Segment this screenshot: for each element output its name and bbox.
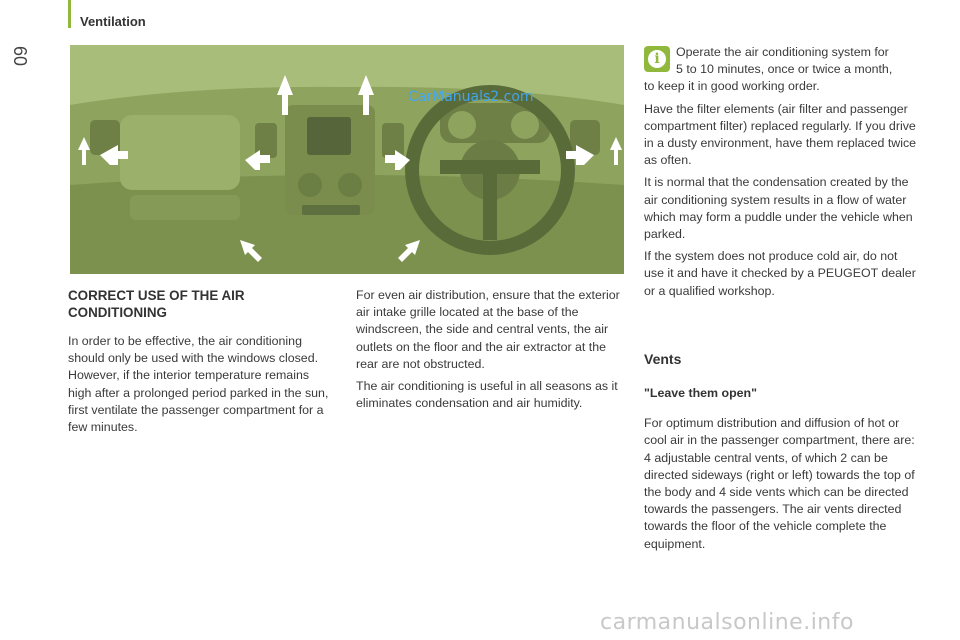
vents-heading: Vents <box>644 350 682 367</box>
vents-subheading: "Leave them open" <box>644 386 757 401</box>
ac-seasons-paragraph: The air conditioning is useful in all seasons as it eliminates condensation and air humidity. <box>356 379 618 411</box>
ac-use-heading-line2: CONDITIONING <box>68 305 167 320</box>
ac-use-paragraph: In order to be effective, the air conditioning should only be used with the windows closed. However, if the interior temperature remains high after a prolonged period parked in the sun, first ventilate the passenger compartment for a few minutes. <box>68 334 329 435</box>
info-icon: i <box>644 46 670 72</box>
dashboard-illustration <box>70 45 624 274</box>
right-column <box>644 44 918 558</box>
condensation-paragraph: It is normal that the condensation created by the air conditioning system results in a flow of water which may form a puddle under the vehicle when parked. <box>644 175 913 242</box>
info-line1: Operate the air conditioning system for <box>676 45 889 59</box>
cold-air-paragraph: If the system does not produce cold air, do not use it and have it checked by a PEUGEOT dealer or a qualified workshop. <box>644 249 916 298</box>
figure-watermark: CarManuals2.com <box>408 89 534 105</box>
vents-paragraph: For optimum distribution and diffusion of hot or cool air in the passenger compartment, there are: 4 adjustable central vents, of which 2 can be directed sideways (right or left) towards the top of the body and 4 side vents which can be directed towards the passengers. The air vents directed towards the floor of the vehicle complete the equipment. <box>644 416 915 551</box>
section-title: Ventilation <box>80 14 146 29</box>
footer-watermark: carmanualsonline.info <box>600 610 854 635</box>
middle-column <box>356 287 624 417</box>
info-note <box>644 44 918 96</box>
section-accent-bar <box>68 0 71 28</box>
air-distribution-paragraph: For even air distribution, ensure that the exterior air intake grille located at the base of the windscreen, the side and central vents, the air outlets on the floor and the air extractor at the rear are not obstructed. <box>356 288 620 371</box>
info-line2: 5 to 10 minutes, once or twice a month, <box>676 62 893 77</box>
filter-paragraph: Have the filter elements (air filter and passenger compartment filter) replaced regularly. If you drive in a dusty environment, have them replaced twice as often. <box>644 101 917 168</box>
ac-use-heading-line1: CORRECT USE OF THE AIR <box>68 288 245 303</box>
ac-use-heading <box>68 287 330 321</box>
info-line3: to keep it in good working order. <box>644 79 820 94</box>
page-number: 60 <box>10 46 30 67</box>
dashboard-drawing <box>70 45 624 274</box>
left-column <box>68 287 330 441</box>
